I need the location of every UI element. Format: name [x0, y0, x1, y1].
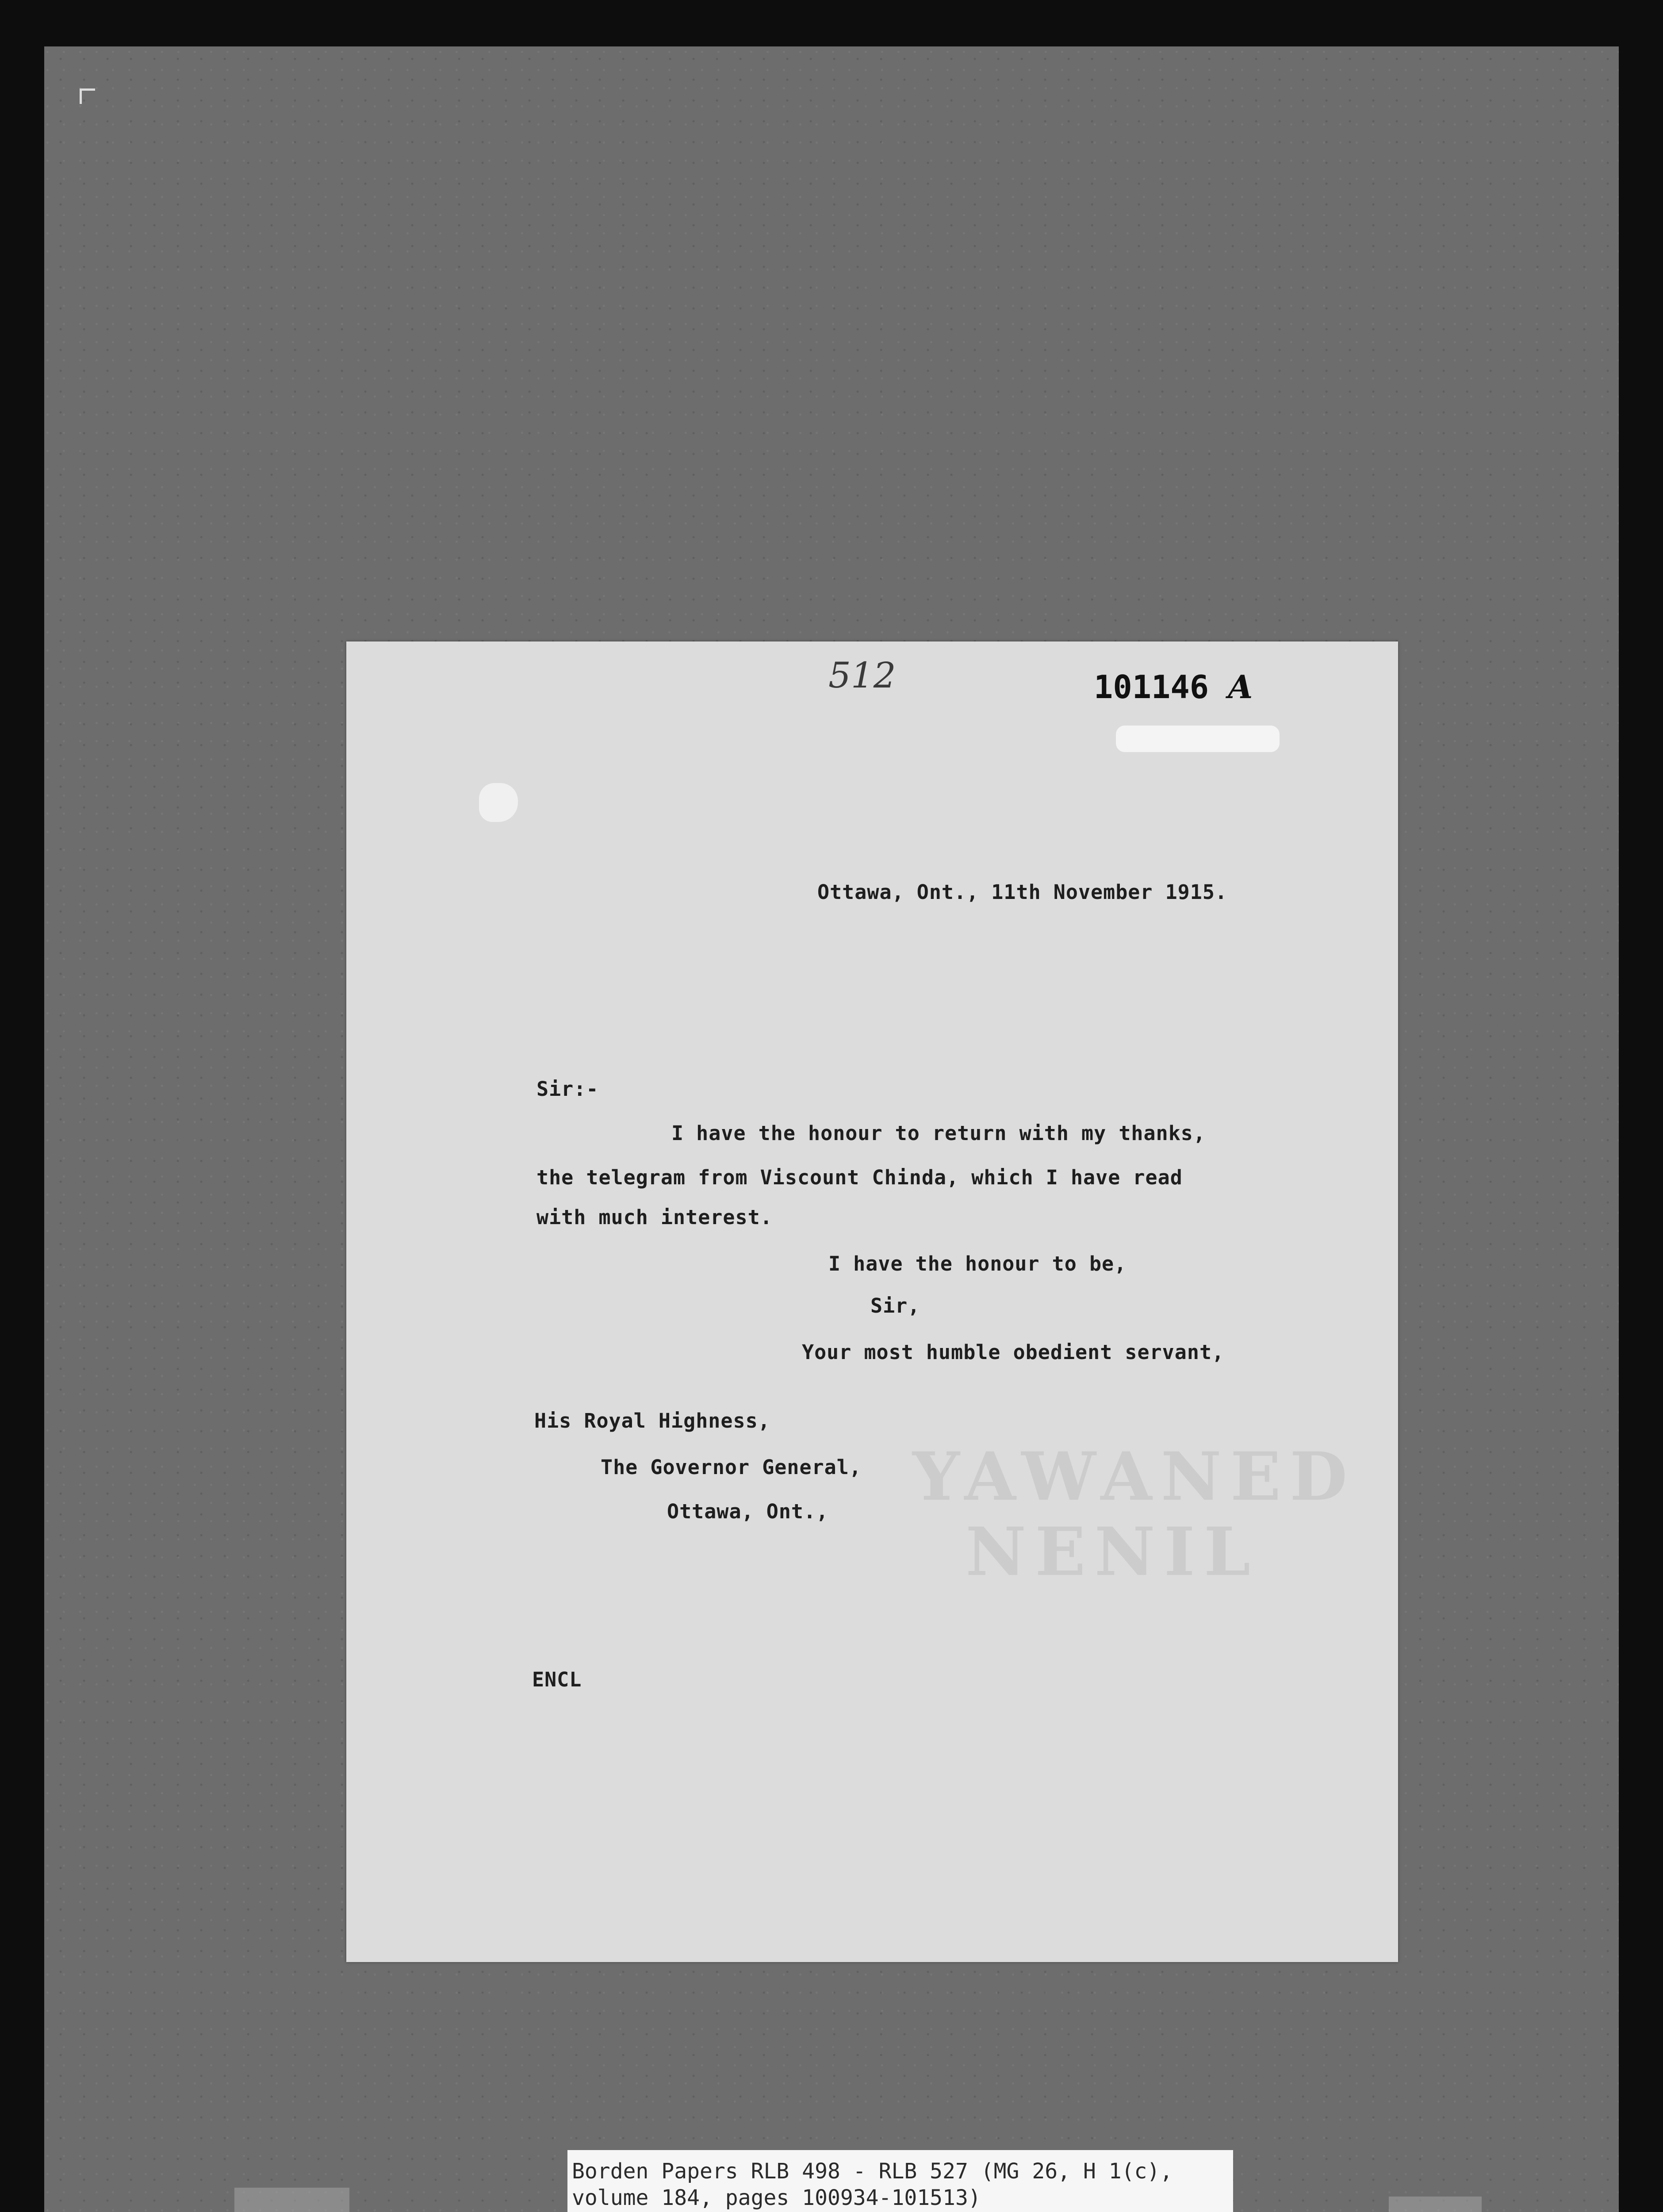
reference-line-2: volume 184, pages 100934-101513) — [572, 2185, 981, 2210]
salutation: Sir:- — [536, 1077, 599, 1101]
punch-mark — [479, 783, 518, 822]
stamp-suffix: A — [1228, 668, 1253, 706]
enclosure-note: ENCL — [532, 1668, 582, 1691]
addressee-line-2: The Governor General, — [601, 1455, 862, 1479]
addressee-line-3: Ottawa, Ont., — [667, 1500, 829, 1523]
body-line-3: with much interest. — [536, 1206, 773, 1229]
microfilm-frame — [44, 46, 1619, 2212]
corner-mark — [80, 88, 95, 104]
addressee-line-1: His Royal Highness, — [534, 1409, 770, 1432]
letter-page — [346, 641, 1398, 1962]
watermark-line-1: YAWANED — [912, 1438, 1356, 1516]
closing-line-1: I have the honour to be, — [828, 1252, 1127, 1275]
closing-line-2: Sir, — [870, 1294, 920, 1317]
body-line-1: I have the honour to return with my thanks, — [671, 1121, 1206, 1145]
tape-left — [234, 2188, 349, 2212]
watermark-line-2: NENIL — [966, 1513, 1260, 1591]
white-strip — [1116, 726, 1280, 752]
reference-line-1: Borden Papers RLB 498 - RLB 527 (MG 26, H 1(c), — [572, 2159, 1173, 2184]
closing-line-3: Your most humble obedient servant, — [802, 1340, 1225, 1364]
dateline: Ottawa, Ont., 11th November 1915. — [817, 880, 1228, 904]
body-line-2: the telegram from Viscount Chinda, which I have read — [536, 1166, 1183, 1189]
tape-right — [1389, 2197, 1482, 2212]
reference-label — [567, 2150, 1233, 2212]
folio-number: 512 — [828, 655, 896, 696]
stamp-number: 101146 — [1094, 668, 1209, 706]
document-number-stamp — [1094, 668, 1253, 706]
